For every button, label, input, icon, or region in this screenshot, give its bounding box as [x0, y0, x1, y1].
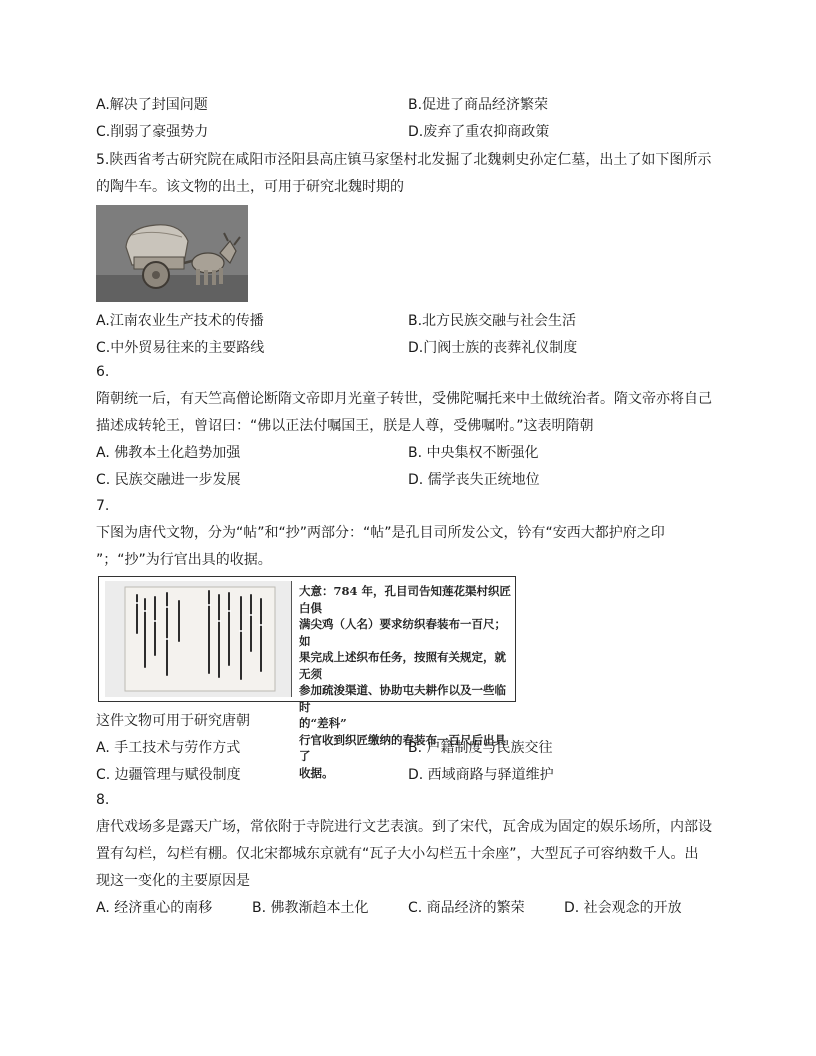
- caption-line: 果完成上述织布任务，按照有关规定，就无须: [299, 650, 506, 681]
- q8-stem-line1: 唐代戏场多是露天广场，常依附于寺院进行文艺表演。到了宋代，瓦舍成为固定的娱乐场所，内部设: [96, 819, 712, 835]
- caption-line: 收据。: [299, 765, 334, 780]
- q8-number: 8.: [96, 792, 110, 808]
- ox-cart-photo: [96, 205, 248, 302]
- q6-option-d: D. 儒学丧失正统地位: [408, 472, 540, 488]
- q7-option-c: C. 边疆管理与赋役制度: [96, 767, 241, 783]
- q7-option-d: D. 西域商路与驿道维护: [408, 767, 554, 783]
- q5-option-a: A.江南农业生产技术的传播: [96, 313, 264, 329]
- q8-stem-line3: 现这一变化的主要原因是: [96, 873, 250, 889]
- caption-line: 满尖鸡（人名）要求纺织春装布一百尺；如: [299, 617, 506, 648]
- q7-option-b: B. 户籍制度与民族交往: [408, 740, 553, 756]
- q6-stem-line1: 隋朝统一后，有天竺高僧论断隋文帝即月光童子转世，受佛陀嘱托来中土做统治者。隋文帝亦将自己: [96, 391, 712, 407]
- caption-line: 的“差科”: [299, 716, 347, 730]
- q6-option-b: B. 中央集权不断强化: [408, 445, 539, 461]
- q6-number: 6.: [96, 364, 110, 380]
- caption-line: 大意：784 年，孔目司告知莲花渠村织匠白俱: [299, 584, 512, 615]
- q8-option-c: C. 商品经济的繁荣: [408, 900, 525, 916]
- q6-stem-line2: 描述成转轮王，曾诏曰：“佛以正法付嘱国王，朕是人尊，受佛嘱咐。”这表明隋朝: [96, 418, 594, 434]
- caption-line: 参加疏浚渠道、协助屯夫耕作以及一些临时: [299, 683, 506, 714]
- q5-stem-line2: 的陶牛车。该文物的出土，可用于研究北魏时期的: [96, 179, 404, 195]
- q4-option-c: C.削弱了豪强势力: [96, 124, 209, 140]
- q5-stem-line1: 5.陕西省考古研究院在咸阳市泾阳县高庄镇马家堡村北发掘了北魏刺史孙定仁墓，出土了如下图所示: [96, 152, 712, 168]
- q7-stem-line1: 下图为唐代文物，分为“帖”和“抄”两部分：“帖”是孔目司所发公文，钤有“安西大都护府之印: [96, 525, 665, 541]
- q6-option-c: C. 民族交融进一步发展: [96, 472, 241, 488]
- q7-stem-line3: 这件文物可用于研究唐朝: [96, 713, 250, 729]
- q8-option-d: D. 社会观念的开放: [564, 900, 682, 916]
- ox-cart-image: [96, 205, 248, 302]
- q8-option-a: A. 经济重心的南移: [96, 900, 213, 916]
- q6-option-a: A. 佛教本土化趋势加强: [96, 445, 241, 461]
- q5-option-c: C.中外贸易往来的主要路线: [96, 340, 265, 356]
- q7-stem-line2: ”；“抄”为行官出具的收据。: [96, 552, 272, 568]
- q5-option-d: D.门阀士族的丧葬礼仪制度: [408, 340, 578, 356]
- q5-option-b: B.北方民族交融与社会生活: [408, 313, 577, 329]
- caption-line: 行官收到织匠缴纳的春装布一百尺后出具了: [299, 732, 506, 763]
- q8-option-b: B. 佛教渐趋本土化: [252, 900, 369, 916]
- q8-stem-line2: 置有勾栏，勾栏有棚。仅北宋都城东京就有“瓦子大小勾栏五十余座”，大型瓦子可容纳数千人。出: [96, 846, 699, 862]
- manuscript-scan-image: [105, 581, 292, 697]
- q4-option-b: B.促进了商品经济繁荣: [408, 97, 549, 113]
- q7-option-a: A. 手工技术与劳作方式: [96, 740, 241, 756]
- q7-number: 7.: [96, 498, 110, 514]
- q4-option-a: A.解决了封国问题: [96, 97, 208, 113]
- q4-option-d: D.废弃了重农抑商政策: [408, 124, 550, 140]
- manuscript-image: [105, 581, 291, 697]
